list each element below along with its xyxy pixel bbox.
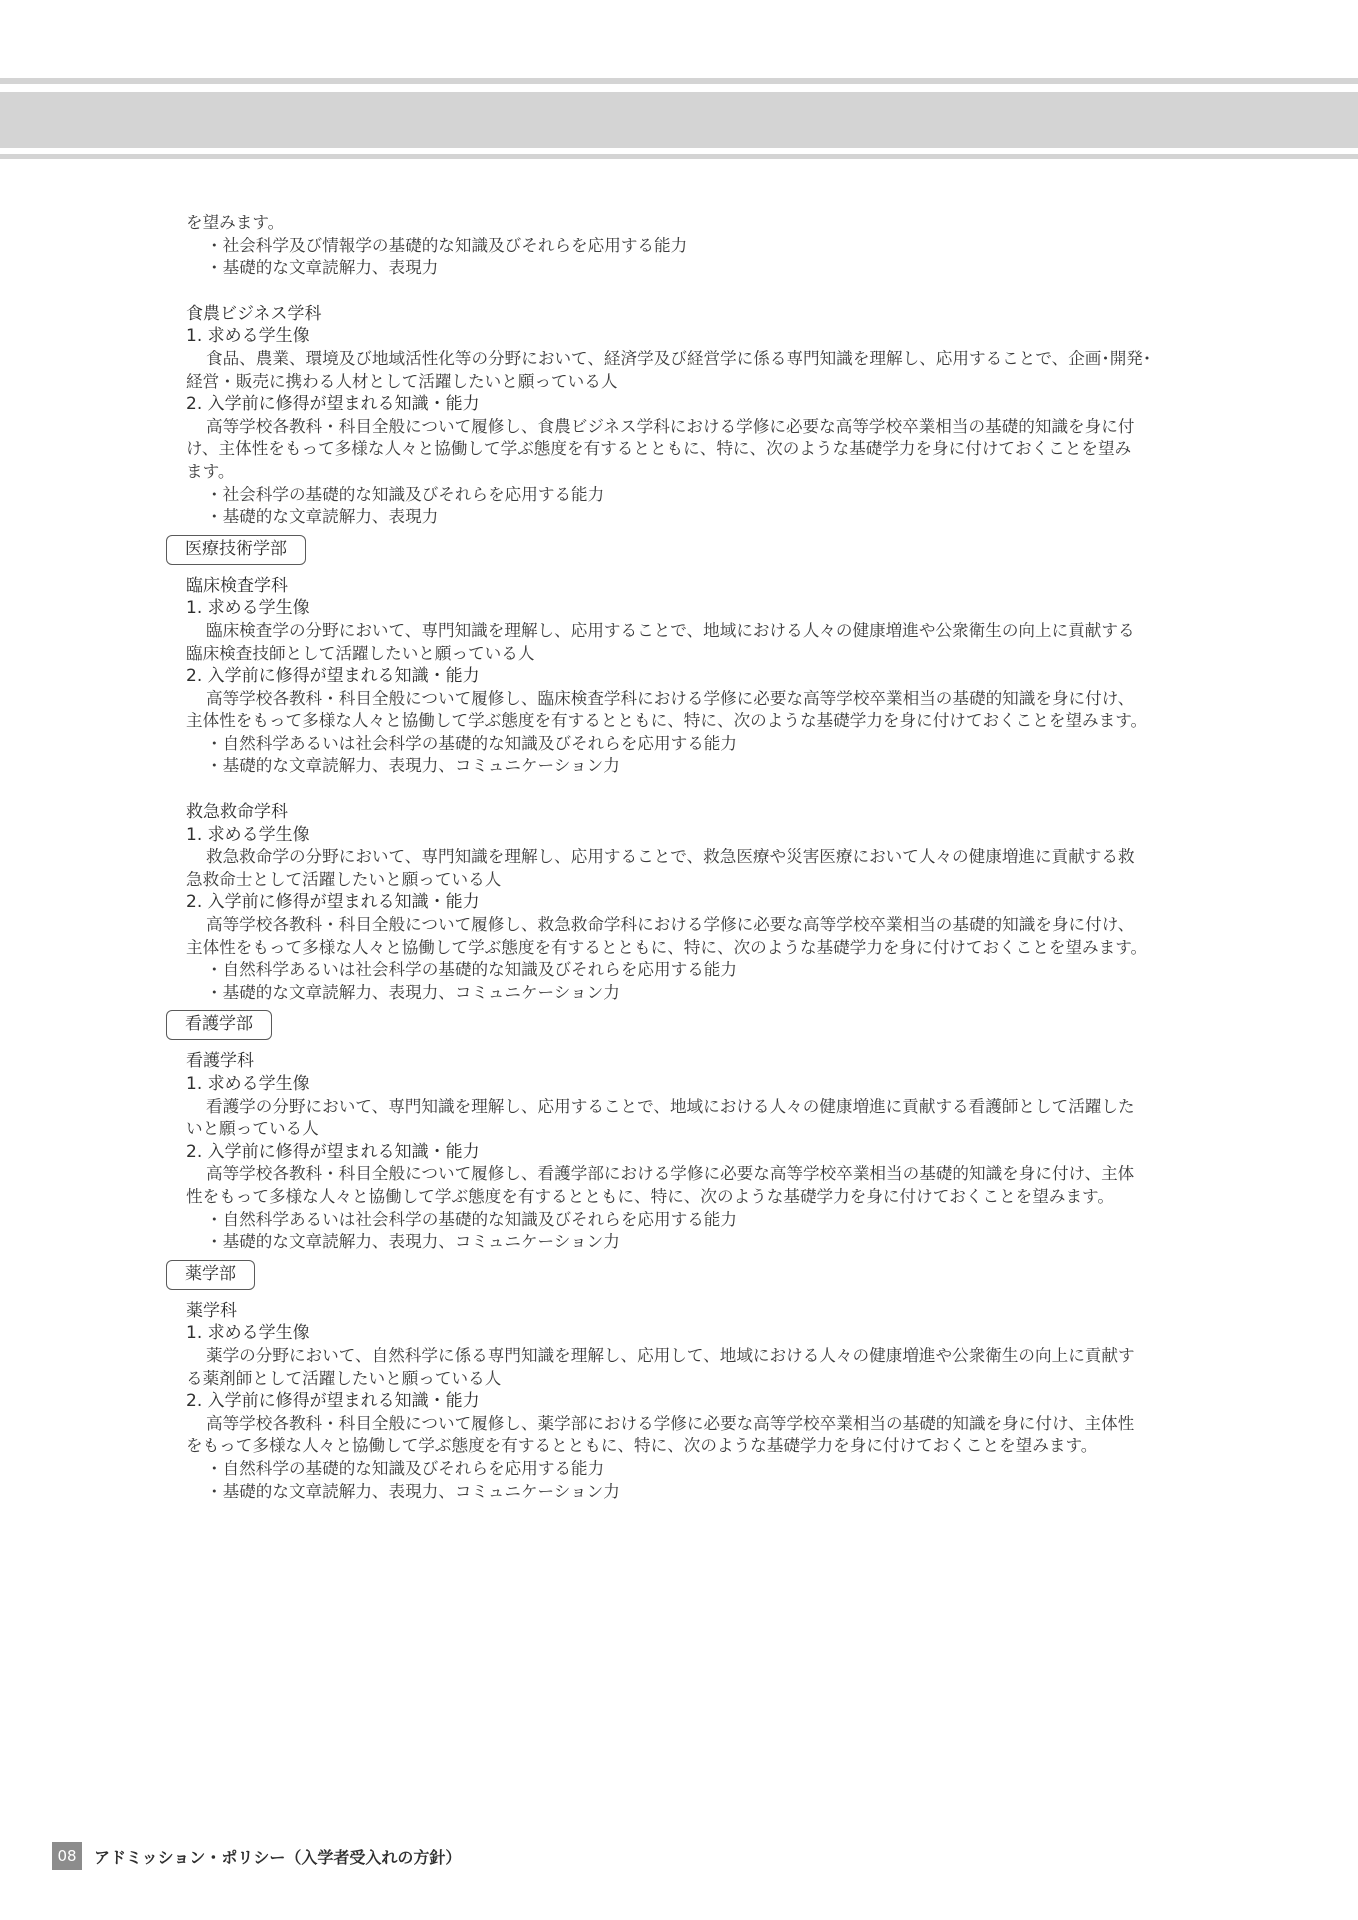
header-rule-bottom (0, 154, 1358, 159)
page-number: 08 (52, 1842, 82, 1870)
bullet: ・基礎的な文章読解力、表現力、コミュニケーション力 (206, 982, 620, 1002)
header-band (0, 92, 1358, 148)
faculty-label-nursing: 看護学部 (166, 1010, 272, 1040)
department-title: 救急救命学科 (186, 802, 288, 823)
bullet: ・社会科学の基礎的な知識及びそれらを応用する能力 (206, 484, 605, 504)
section-heading: 2. 入学前に修得が望まれる知識・能力 (186, 666, 480, 687)
section-heading: 1. 求める学生像 (186, 1074, 310, 1094)
section-heading: 1. 求める学生像 (186, 326, 310, 347)
bullet: ・基礎的な文章読解力、表現力、コミュニケーション力 (206, 1481, 620, 1501)
faculty-label-medtech: 医療技術学部 (166, 535, 306, 565)
department-title: 薬学科 (186, 1300, 237, 1321)
paragraph: 高等学校各教科・科目全般について履修し、食農ビジネス学科における学修に必要な高等学校卒業相当の基礎的知識を身に付 (206, 416, 1135, 436)
bullet: ・基礎的な文章読解力、表現力、コミュニケーション力 (206, 756, 620, 776)
paragraph-cont: 性をもって多様な人々と協働して学ぶ態度を有するとともに、特に、次のような基礎学力を身に付けておくことを望みます。 (186, 1186, 1114, 1206)
bullet: ・基礎的な文章読解力、表現力 (206, 258, 439, 278)
section-heading: 1. 求める学生像 (186, 824, 310, 845)
section-heading: 2. 入学前に修得が望まれる知識・能力 (186, 394, 480, 415)
bullet: ・自然科学あるいは社会科学の基礎的な知識及びそれらを応用する能力 (206, 1209, 737, 1229)
department-title: 看護学科 (186, 1051, 254, 1072)
department-title: 食農ビジネス学科 (186, 303, 322, 324)
bullet: ・自然科学あるいは社会科学の基礎的な知識及びそれらを応用する能力 (206, 733, 737, 753)
header-rule-top (0, 78, 1358, 84)
bullet: ・基礎的な文章読解力、表現力、コミュニケーション力 (206, 1232, 620, 1252)
paragraph: 食品、農業、環境及び地域活性化等の分野において、経済学及び経営学に係る専門知識を理解し、応用することで、企画･開発･ (206, 348, 1152, 368)
department-title: 臨床検査学科 (186, 575, 288, 596)
paragraph: 高等学校各教科・科目全般について履修し、臨床検査学科における学修に必要な高等学校卒業相当の基礎的知識を身に付け、 (206, 688, 1135, 708)
paragraph: 高等学校各教科・科目全般について履修し、薬学部における学修に必要な高等学校卒業相当の基礎的知識を身に付け、主体性 (206, 1413, 1135, 1433)
paragraph: 高等学校各教科・科目全般について履修し、救急救命学科における学修に必要な高等学校卒業相当の基礎的知識を身に付け、 (206, 915, 1135, 935)
paragraph-cont: 主体性をもって多様な人々と協働して学ぶ態度を有するとともに、特に、次のような基礎学力を身に付けておくことを望みます。 (186, 937, 1148, 957)
continuation-text: を望みます。 (186, 213, 285, 232)
section-heading: 2. 入学前に修得が望まれる知識・能力 (186, 892, 480, 913)
paragraph-cont: る薬剤師として活躍したいと願っている人 (186, 1368, 502, 1388)
faculty-label-pharmacy: 薬学部 (166, 1260, 255, 1290)
paragraph: 高等学校各教科・科目全般について履修し、看護学部における学修に必要な高等学校卒業相当の基礎的知識を身に付け、主体 (206, 1164, 1135, 1184)
page-footer (52, 1842, 461, 1870)
paragraph: 臨床検査学の分野において、専門知識を理解し、応用することで、地域における人々の健康増進や公衆衛生の向上に貢献する (206, 620, 1135, 640)
section-heading: 1. 求める学生像 (186, 1323, 310, 1344)
paragraph: 薬学の分野において、自然科学に係る専門知識を理解し、応用して、地域における人々の健康増進や公衆衛生の向上に貢献す (206, 1345, 1135, 1365)
paragraph: 看護学の分野において、専門知識を理解し、応用することで、地域における人々の健康増進に貢献する看護師として活躍した (206, 1096, 1135, 1116)
paragraph-cont: をもって多様な人々と協働して学ぶ態度を有するとともに、特に、次のような基礎学力を身に付けておくことを望みます。 (186, 1436, 1098, 1456)
section-heading: 2. 入学前に修得が望まれる知識・能力 (186, 1141, 480, 1162)
policy-content (186, 212, 1231, 1503)
paragraph-cont: 急救命士として活躍したいと願っている人 (186, 869, 502, 889)
paragraph-cont: 主体性をもって多様な人々と協働して学ぶ態度を有するとともに、特に、次のような基礎学力を身に付けておくことを望みます。 (186, 711, 1148, 731)
paragraph-cont: 経営・販売に携わる人材として活躍したいと願っている人 (186, 371, 618, 391)
paragraph-cont: 臨床検査技師として活躍したいと願っている人 (186, 643, 535, 663)
paragraph-cont: け、主体性をもって多様な人々と協働して学ぶ態度を有するとともに、特に、次のような基礎学力を身に付けておくことを望み (186, 439, 1132, 459)
paragraph-cont: ます。 (186, 461, 235, 481)
paragraph-cont: いと願っている人 (186, 1119, 319, 1139)
bullet: ・社会科学及び情報学の基礎的な知識及びそれらを応用する能力 (206, 235, 688, 255)
section-heading: 2. 入学前に修得が望まれる知識・能力 (186, 1391, 480, 1412)
paragraph: 救急救命学の分野において、専門知識を理解し、応用することで、救急医療や災害医療において人々の健康増進に貢献する救 (206, 847, 1135, 867)
section-heading: 1. 求める学生像 (186, 598, 310, 619)
bullet: ・自然科学の基礎的な知識及びそれらを応用する能力 (206, 1458, 605, 1478)
bullet: ・基礎的な文章読解力、表現力 (206, 507, 439, 527)
bullet: ・自然科学あるいは社会科学の基礎的な知識及びそれらを応用する能力 (206, 960, 737, 980)
footer-title: アドミッション・ポリシー（入学者受入れの方針） (94, 1847, 462, 1867)
